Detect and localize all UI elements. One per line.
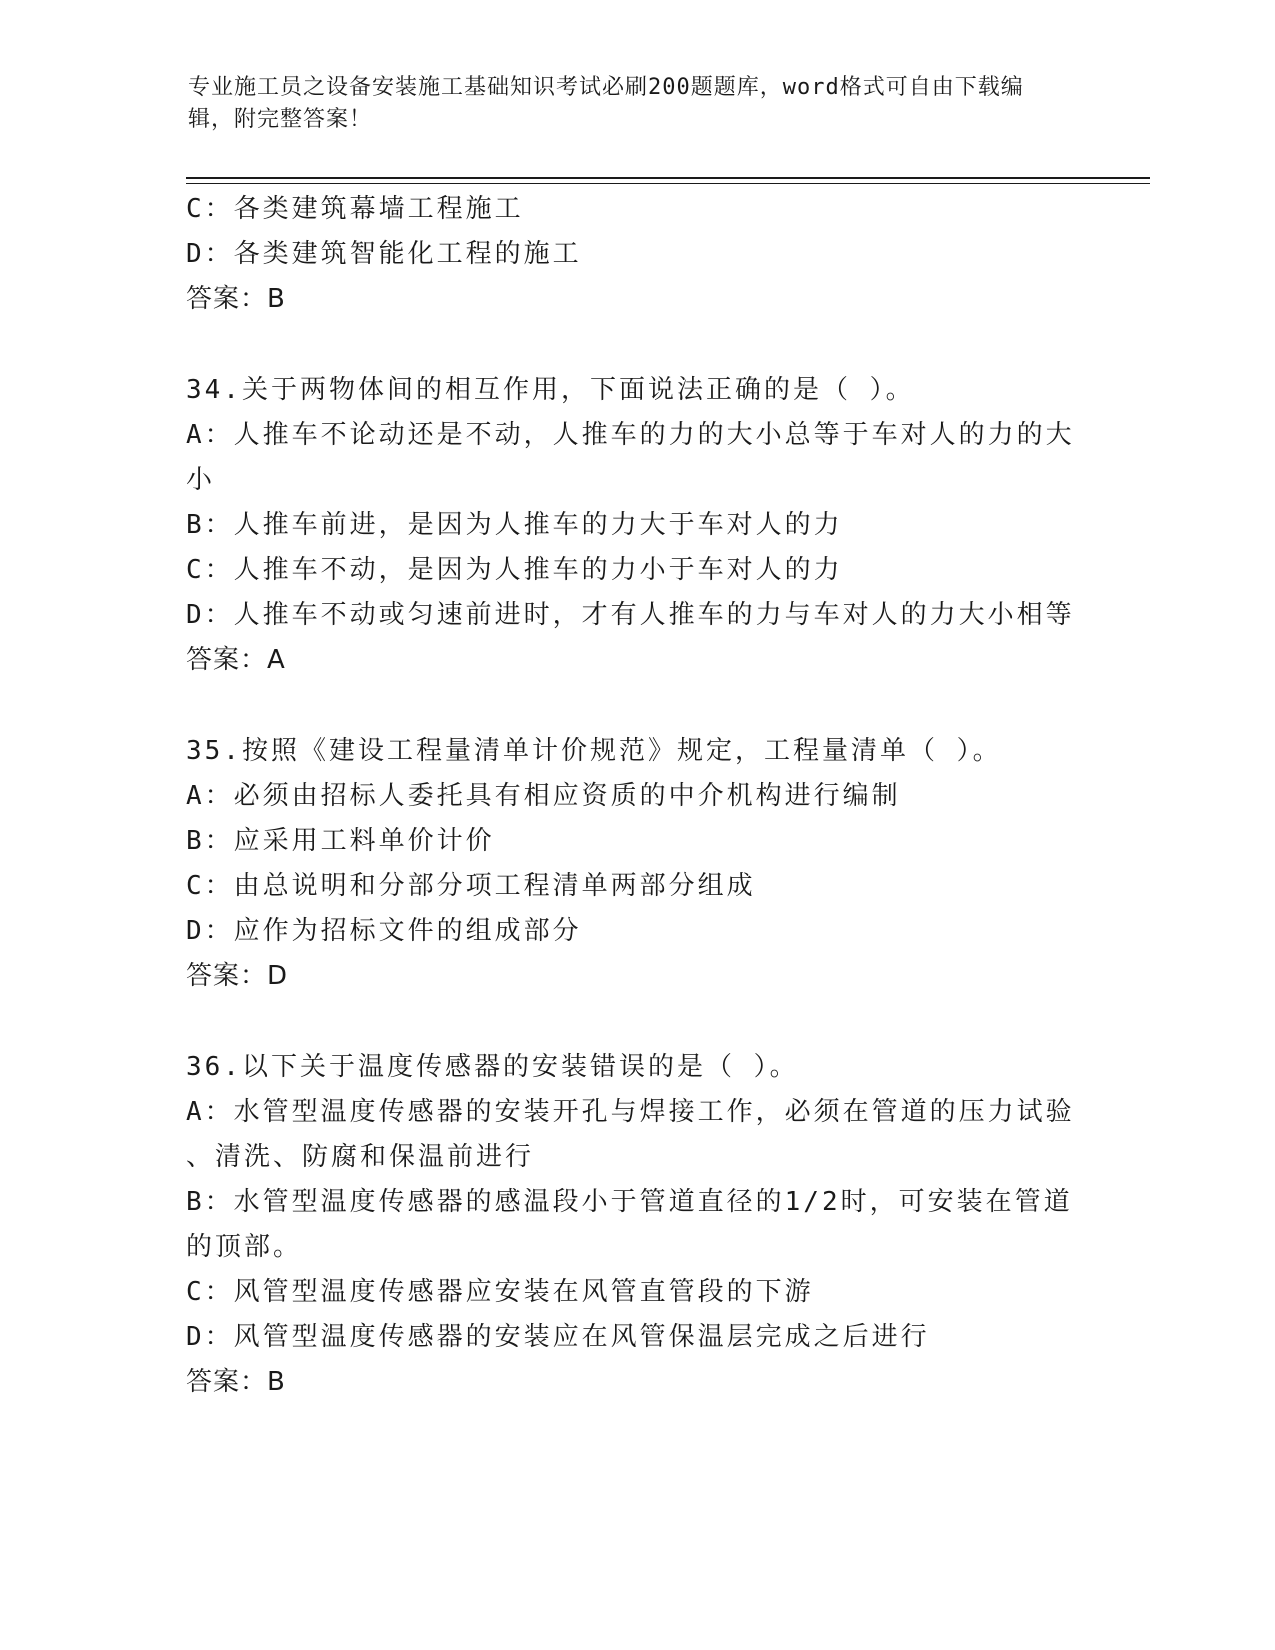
- answer: 答案：B: [186, 1367, 286, 1397]
- option-a-continued: 、清洗、防腐和保温前进行: [186, 1142, 535, 1172]
- header-divider: [186, 177, 1150, 179]
- option-c: C：风管型温度传感器应安装在风管直管段的下游: [186, 1277, 814, 1307]
- option-a: A：水管型温度传感器的安装开孔与焊接工作，必须在管道的压力试验: [186, 1097, 1075, 1127]
- option-a: A：人推车不论动还是不动，人推车的力的大小总等于车对人的力的大: [186, 420, 1075, 450]
- option-b: B：水管型温度传感器的感温段小于管道直径的1/2时，可安装在管道: [186, 1187, 1073, 1217]
- option-b: B：应采用工料单价计价: [186, 826, 495, 856]
- header-divider-thin: [186, 183, 1150, 184]
- question-35: 35.按照《建设工程量清单计价规范》规定，工程量清单（ ）。: [186, 736, 1002, 766]
- option-d: D：应作为招标文件的组成部分: [186, 916, 582, 946]
- option-b: B：人推车前进，是因为人推车的力大于车对人的力: [186, 510, 843, 540]
- question-34: 34.关于两物体间的相互作用，下面说法正确的是（ ）。: [186, 375, 915, 405]
- answer: 答案：A: [186, 645, 286, 675]
- option-a-continued: 小: [186, 465, 216, 495]
- answer: 答案：B: [186, 284, 286, 314]
- option-a: A：必须由招标人委托具有相应资质的中介机构进行编制: [186, 781, 901, 811]
- option-c: C：各类建筑幕墙工程施工: [186, 194, 524, 224]
- option-b-continued: 的顶部。: [186, 1232, 303, 1262]
- question-36: 36.以下关于温度传感器的安装错误的是（ ）。: [186, 1052, 799, 1082]
- option-d: D：各类建筑智能化工程的施工: [186, 239, 582, 269]
- option-c: C：人推车不动，是因为人推车的力小于车对人的力: [186, 555, 843, 585]
- answer: 答案：D: [186, 961, 289, 991]
- option-c: C：由总说明和分部分项工程清单两部分组成: [186, 871, 756, 901]
- option-d: D：风管型温度传感器的安装应在风管保温层完成之后进行: [186, 1322, 930, 1352]
- document-header: 专业施工员之设备安装施工基础知识考试必刷200题题库，word格式可自由下载编辑，附完整答案！: [188, 75, 1024, 132]
- option-d: D：人推车不动或匀速前进时，才有人推车的力与车对人的力大小相等: [186, 600, 1075, 630]
